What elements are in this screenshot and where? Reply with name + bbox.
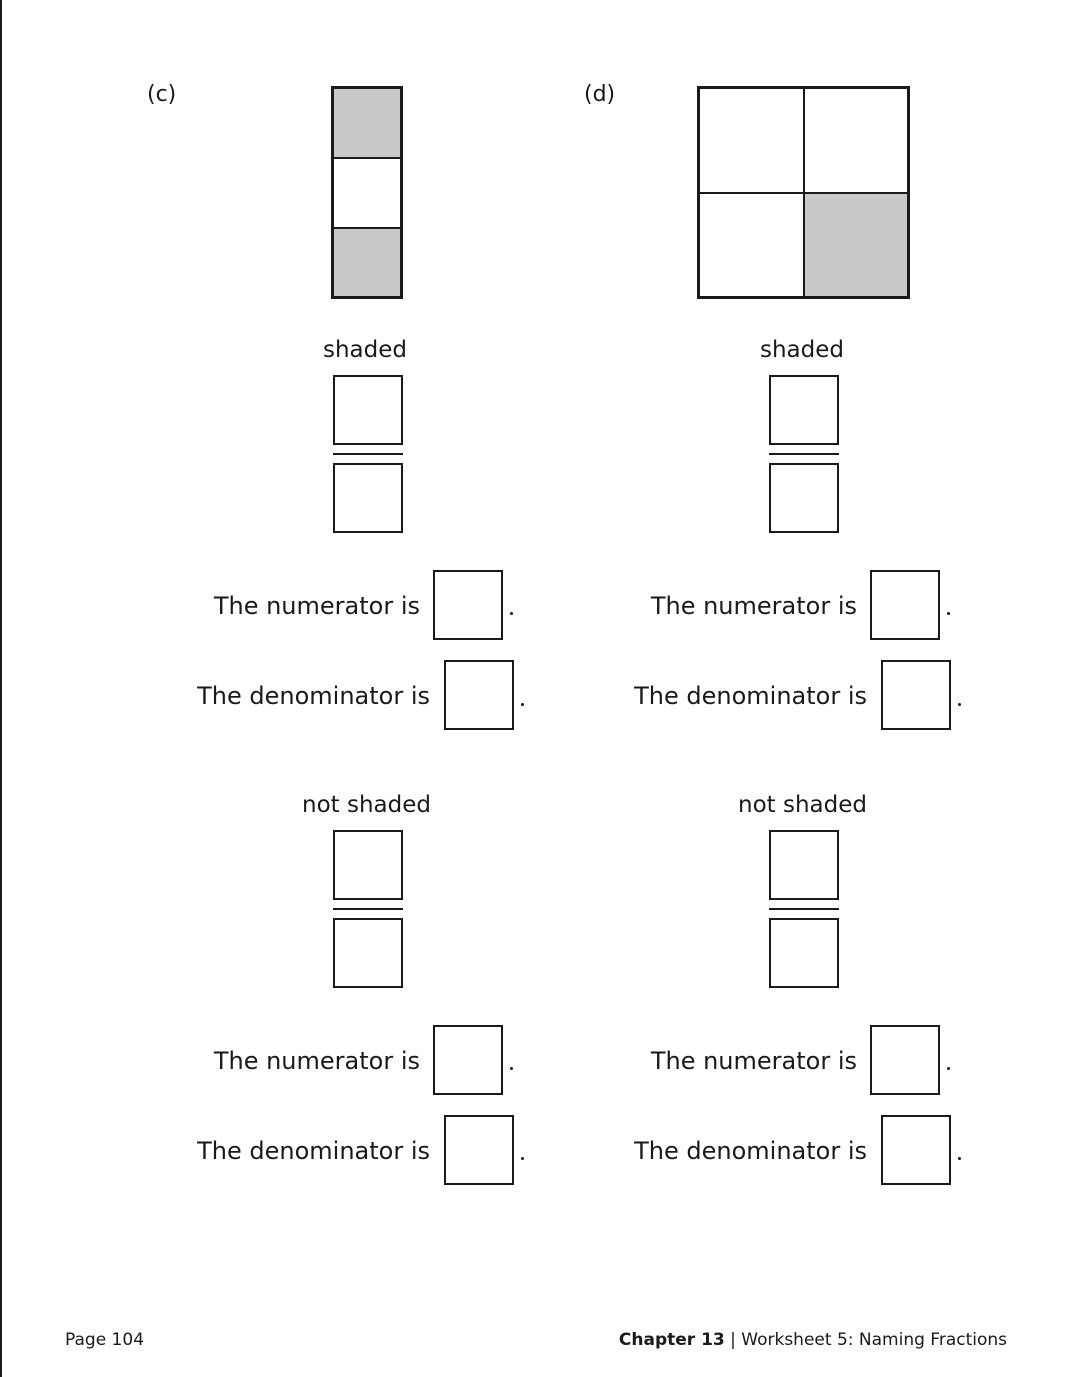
worksheet-title: Worksheet 5: Naming Fractions xyxy=(741,1330,1007,1350)
part-c-not-shaded-numerator-text: The numerator is xyxy=(213,1047,420,1075)
square-part-1 xyxy=(699,88,804,193)
page-edge xyxy=(0,0,2,1377)
footer-separator: | xyxy=(730,1330,736,1350)
part-c-not-shaded-fraction-bar xyxy=(333,908,403,910)
part-d-not-shaded-denominator-text: The denominator is xyxy=(634,1137,867,1165)
strip-part-1-shaded xyxy=(333,88,401,158)
part-c-shaded-label: shaded xyxy=(323,337,408,363)
part-c-strip-shape xyxy=(331,86,403,299)
part-c-shaded-numerator-text: The numerator is xyxy=(213,592,420,620)
period-dot xyxy=(947,1067,950,1070)
part-d-shaded-fraction-bar xyxy=(769,453,839,455)
part-c-shaded-numerator-answer[interactable] xyxy=(433,570,503,640)
square-part-3 xyxy=(699,193,804,297)
period-dot xyxy=(521,703,524,706)
square-part-2 xyxy=(804,88,908,193)
part-d-shaded-label: shaded xyxy=(760,337,845,363)
part-c-label: (c) xyxy=(147,82,177,107)
part-d-not-shaded-numerator-answer[interactable] xyxy=(870,1025,940,1095)
part-d-shaded-denominator-box[interactable] xyxy=(769,463,839,533)
part-c-not-shaded-label: not shaded xyxy=(302,792,431,818)
chapter-title: Chapter 13 xyxy=(618,1330,725,1350)
part-c-not-shaded-numerator-box[interactable] xyxy=(333,830,403,900)
period-dot xyxy=(510,1067,513,1070)
strip-part-3-shaded xyxy=(333,228,401,297)
part-d-not-shaded-fraction-bar xyxy=(769,908,839,910)
part-d-not-shaded-numerator-box[interactable] xyxy=(769,830,839,900)
part-d-not-shaded-denominator-answer[interactable] xyxy=(881,1115,951,1185)
part-c-shaded-denominator-text: The denominator is xyxy=(197,682,430,710)
part-d-shaded-denominator-text: The denominator is xyxy=(634,682,867,710)
part-c-shaded-denominator-box[interactable] xyxy=(333,463,403,533)
part-d-shaded-denominator-answer[interactable] xyxy=(881,660,951,730)
part-d-shaded-numerator-answer[interactable] xyxy=(870,570,940,640)
part-d-not-shaded-label: not shaded xyxy=(738,792,867,818)
part-c-shaded-fraction-bar xyxy=(333,453,403,455)
period-dot xyxy=(521,1157,524,1160)
part-c-not-shaded-denominator-box[interactable] xyxy=(333,918,403,988)
footer-chapter-info xyxy=(619,1330,1007,1350)
part-d-not-shaded-denominator-box[interactable] xyxy=(769,918,839,988)
part-c-not-shaded-denominator-text: The denominator is xyxy=(197,1137,430,1165)
page-number: Page 104 xyxy=(65,1330,145,1350)
part-c-shaded-denominator-answer[interactable] xyxy=(444,660,514,730)
period-dot xyxy=(958,1157,961,1160)
part-c-not-shaded-denominator-answer[interactable] xyxy=(444,1115,514,1185)
part-c-not-shaded-numerator-answer[interactable] xyxy=(433,1025,503,1095)
part-d-not-shaded-numerator-text: The numerator is xyxy=(650,1047,857,1075)
strip-part-2 xyxy=(333,158,401,228)
part-d-shaded-numerator-text: The numerator is xyxy=(650,592,857,620)
square-part-4-shaded xyxy=(804,193,908,297)
part-d-square-shape xyxy=(697,86,910,299)
part-d-shaded-numerator-box[interactable] xyxy=(769,375,839,445)
part-d-label: (d) xyxy=(584,82,616,107)
period-dot xyxy=(947,612,950,615)
period-dot xyxy=(958,703,961,706)
period-dot xyxy=(510,612,513,615)
part-c-shaded-numerator-box[interactable] xyxy=(333,375,403,445)
